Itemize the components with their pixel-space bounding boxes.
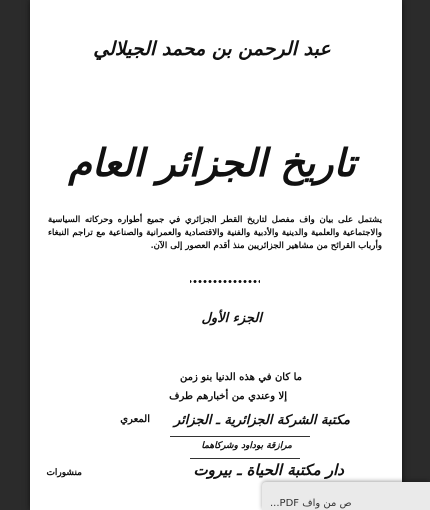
publisher-name: مكتبة الشركة الجزائرية ـ الجزائر: [173, 413, 350, 428]
divider-line: [170, 436, 310, 437]
author-name: عبد الرحمن بن محمد الجيلالي: [93, 38, 331, 60]
verse-line-1: ما كان في هذه الدنيا بنو زمن: [179, 372, 302, 383]
verse-attribution: المعري: [120, 414, 150, 425]
document-page: [30, 0, 402, 510]
verse-line-2: إلا وعندي من أخبارهم طرف: [169, 391, 287, 402]
volume-label: الجزء الأول: [201, 311, 262, 326]
book-title: تاريخ الجزائر العام: [68, 140, 356, 185]
book-description: يشتمل على بيان واف مفصل لتاريخ القطر الجزائري في جميع أطواره وحركاته السياسية والاجتماعية والعلمية والدينية والأدبية والفنية والاقتصادية والعمرانية والصناعية مع تراجم النبغاء وأرباب القرائح من مشاهير الجزائريين منذ أقدم العصور إلى الآن.: [48, 215, 382, 251]
divider-line: [190, 458, 300, 459]
ornament-divider: [190, 276, 260, 286]
viewer-toast[interactable]: [262, 482, 430, 510]
imprint-label: منشورات: [46, 468, 82, 478]
publisher-address: مرازقة بوداود وشركاهما: [201, 441, 292, 451]
imprint-name: دار مكتبة الحياة ـ بيروت: [193, 461, 344, 479]
toast-text: ص من واف PDF...: [270, 498, 352, 509]
